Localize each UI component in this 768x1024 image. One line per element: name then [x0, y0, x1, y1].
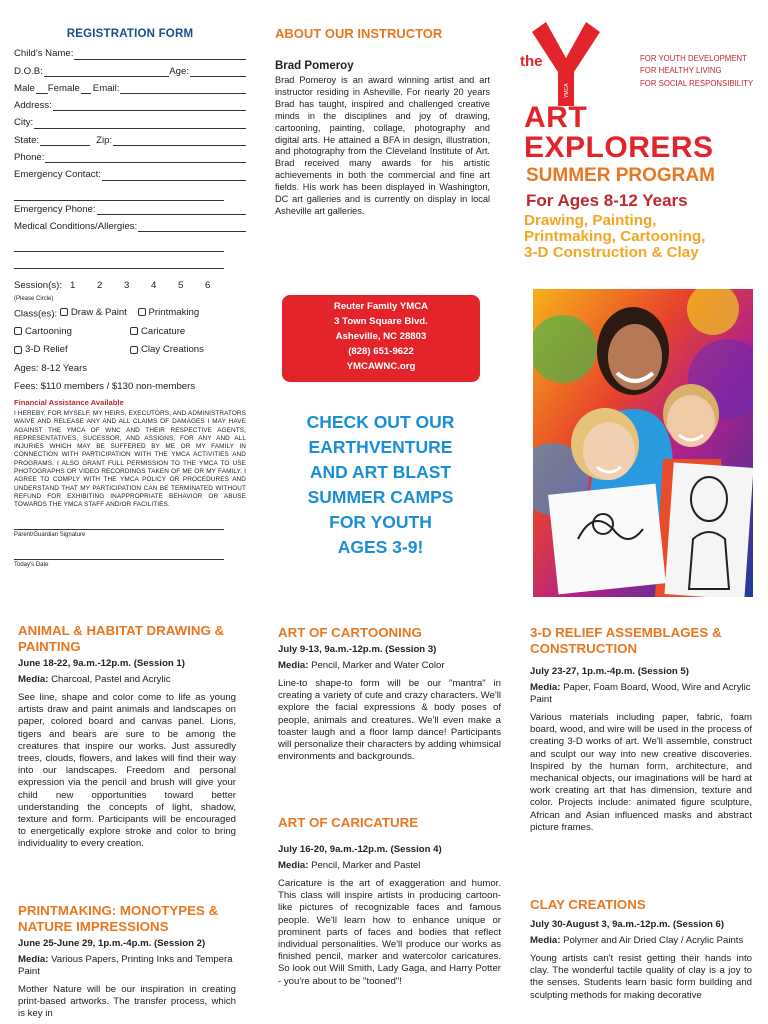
class-clay-checkbox[interactable]: Clay Creations — [130, 341, 204, 358]
logo-ymca-text: YMCA — [564, 83, 570, 98]
financial-assistance-text: Financial Assistance Available — [14, 397, 124, 407]
course-animal-habitat — [18, 623, 236, 851]
course-media: Media: Paper, Foam Board, Wood, Wire and Acrylic Paint — [530, 682, 751, 705]
location-phone: (828) 651-9622 — [348, 346, 414, 357]
session-5[interactable]: 5 — [178, 280, 184, 292]
signature-label: Parent/Guardian Signature — [14, 531, 86, 538]
taglines: FOR YOUTH DEVELOPMENT FOR HEALTHY LIVING FOR SOCIAL RESPONSIBILITY — [640, 54, 754, 88]
course-media: Media: Polymer and Air Dried Clay / Acrylic Paints — [530, 935, 744, 946]
class-printmaking-checkbox[interactable]: Printmaking — [138, 304, 200, 321]
childs-name-field[interactable]: Child's Name: — [14, 45, 246, 62]
promo-text: CHECK OUT OUR EARTHVENTURE AND ART BLAST SUMMER CAMPS FOR YOUTH AGES 3-9! — [306, 412, 455, 557]
instructor-bio: Brad Pomeroy is an award winning artist and art instructor residing in Asheville. For nearly 20 years Brad has taught, inspired and challenged creative minds in the disciplines and joy of drawing, cartooning, painting, collage, photography and digital arts. He attained a BFA in design, illustration, and photography from the Cleveland Institute of Art. Brad received many awards for his artistic achievements in both the commercial and fine art fields. His work has been displayed in Washington, DC art galleries and is currently on display in local Asheville art galleries. — [275, 75, 490, 216]
waiver-text: I HEREBY, FOR MYSELF, MY HEIRS, EXECUTORS, AND ADMINISTRATORS WAIVE AND RELEASE ANY AND ALL CLAIMS OF DAMAGES I MAY HAVE AGAINST THE YMCA OF WNC AND THEIR RESPECTIVE AGENTS, REPRESENTATIVES, SUCESSOR, AND ASSIGNS, FOR ANY AND ALL INJURIES WHICH MAY BE SUFFERED BY ME OR MY FAMILY IN CONNECTION WITH PARTICIPATION WITH THE YMCA ACTIVITIES AND PROGRAMS. I ALSO GRANT FULL PERMISSION TO THE YMCA TO USE PHOTOGRAPHS OR VIDEO RECORDINGS TAKEN OF ME OR MY FAMILY. I AGREE TO COMPLY WITH THE YMCA POLICY OR PROCEDURES AND UNDERSTAND THAT MY PARTICIPATION CAN BE TERMINATED WITHOUT REFUND FOR EXHIBITING INAPPROPRIATE BEHAVIOR OR ABUSE TOWARDS THE YMCA STAFF AND/OR FACILITIES. — [14, 409, 246, 509]
ymca-logo-icon — [516, 20, 608, 108]
about-instructor — [275, 26, 490, 218]
fees-text: Fees: $110 members / $130 non-members — [14, 380, 196, 392]
signature-line[interactable] — [14, 516, 224, 530]
course-title: PRINTMAKING: MONOTYPES & NATURE IMPRESSIONS — [18, 903, 219, 934]
session-6[interactable]: 6 — [205, 280, 211, 292]
course-description: Young artists can't resist getting their hands into clay. The wonderful tactile quality of clay is a joy to the senses. Students learn basic form building and sculpting methods for making decorative — [530, 953, 752, 1001]
course-clay — [530, 897, 752, 1002]
emergency-phone-field[interactable]: Emergency Phone: — [14, 201, 246, 218]
emergency-contact-field[interactable]: Emergency Contact: — [14, 166, 246, 183]
summer-program-title: SUMMER PROGRAM — [526, 165, 715, 186]
course-date: July 30-August 3, 9a.m.-12p.m. (Session 6) — [530, 919, 725, 930]
state-zip-field[interactable]: State: Zip: — [14, 132, 246, 149]
logo-the-text: the — [520, 53, 543, 70]
please-circle-note: (Please Circle) — [14, 295, 54, 302]
course-title: ANIMAL & HABITAT DRAWING & PAINTING — [18, 623, 225, 654]
course-media: Media: Pencil, Marker and Pastel — [278, 860, 421, 871]
course-title: ART OF CARTOONING — [278, 625, 422, 640]
location-city: Asheville, NC 28803 — [335, 331, 427, 342]
main-title: ART EXPLORERS — [524, 101, 714, 164]
city-field[interactable]: City: — [14, 114, 246, 131]
course-description: See line, shape and color come to life as young artists draw and paint animals and landscapes on paper, colored board and canvas panel. Lions, tigers and bears are sure to be among the creatures that inspire our works. Just assuredly trees, clouds, flowers, and lakes will find their way into our landscapes. Freedom and personal expression via the pencil and brush will give your child new opportunities toward better understanding the concepts of light, shadow, texture and form. Participants will be encouraged to energetically explore stroke and color to bring individuality to every creation. — [18, 692, 236, 850]
address-field[interactable]: Address: — [14, 97, 246, 114]
classes-row-3 — [14, 341, 246, 360]
session-3[interactable]: 3 — [124, 280, 130, 292]
location-box — [282, 295, 480, 382]
course-title: 3-D RELIEF ASSEMBLAGES & CONSTRUCTION — [530, 625, 722, 656]
course-date: June 18-22, 9a.m.-12p.m. (Session 1) — [18, 658, 185, 669]
course-media: Media: Charcoal, Pastel and Acrylic — [18, 674, 171, 685]
medical-field[interactable]: Medical Conditions/Allergies: — [14, 218, 246, 235]
course-description: Caricature is the art of exaggeration and humor. This class will inspire artists in producing cartoon-like pictures of recognizable faces and famous people. We'll learn how to enhance unique or prominent parts of faces and bodies that reflect individual personalities. We'll produce our works as finished pencil, marker and watercolor caricatures. So look out Will Smith, Lady Gaga, and Harry Potter - you're about to be "tooned"! — [278, 878, 501, 987]
registration-title: REGISTRATION FORM — [66, 28, 194, 40]
course-3d-relief — [530, 625, 752, 834]
topics-title: Drawing, Painting, Printmaking, Cartooning, 3-D Construction & Clay — [524, 212, 706, 261]
class-3d-relief-checkbox[interactable]: 3-D Relief — [14, 341, 68, 358]
session-1[interactable]: 1 — [70, 280, 76, 292]
class-draw-paint-checkbox[interactable]: Draw & Paint — [60, 304, 127, 321]
course-date: July 9-13, 9a.m.-12p.m. (Session 3) — [278, 644, 437, 655]
course-date: July 16-20, 9a.m.-12p.m. (Session 4) — [278, 844, 442, 855]
course-date: June 25-June 29, 1p.m.-4p.m. (Session 2) — [18, 938, 206, 949]
dob-field[interactable]: D.O.B: Age: — [14, 63, 246, 80]
course-description: Various materials including paper, fabric, foam board, wood, and wire will be used in the process of creating 3-D works of art. We'll assemble, construct and sculpt our way into new creative discoveries. Inspired by the human form, architecture, and mechanical objects, our imaginations will be hard at work creating art that has dimension, texture and color. Projects include: animated figure sculpture, African and Asian influenced masks and abstract picture frames. — [530, 712, 752, 833]
session-selector: Session(s): 1 2 3 4 5 6 — [14, 277, 246, 294]
date-line[interactable] — [14, 546, 224, 560]
course-media: Media: Various Papers, Printing Inks and Tempera Paint — [18, 954, 233, 977]
course-printmaking — [18, 903, 236, 1021]
classes-row-2 — [14, 323, 246, 342]
kids-photo — [533, 289, 753, 597]
course-title: CLAY CREATIONS — [530, 897, 646, 912]
course-title: ART OF CARICATURE — [278, 815, 419, 830]
class-caricature-checkbox[interactable]: Caricature — [130, 323, 185, 340]
course-description: Line-to shape-to form will be our "mantra" in creating a variety of cute and crazy characters. We'll explore the facial expressions & body poses of people, animals and creatures. We'll even make a toaster laugh and a floor lamp dance! Participants will personalize their characters by adding whimsical environments and backgrounds. — [278, 678, 501, 763]
date-label: Today's Date — [14, 561, 49, 568]
location-street: 3 Town Square Blvd. — [334, 316, 428, 327]
course-media: Media: Pencil, Marker and Water Color — [278, 660, 445, 671]
course-date: July 23-27, 1p.m.-4p.m. (Session 5) — [530, 666, 689, 677]
ages-text: Ages: 8-12 Years — [14, 363, 88, 375]
phone-field[interactable]: Phone: — [14, 149, 246, 166]
emergency-contact-line[interactable] — [14, 184, 224, 201]
medical-line-1[interactable] — [14, 235, 224, 252]
course-caricature — [278, 815, 501, 988]
location-web[interactable]: YMCAWNC.org — [346, 361, 416, 372]
course-cartooning — [278, 625, 501, 763]
course-description: Mother Nature will be our inspiration in creating print-based artworks. The transfer process, which is key in — [18, 984, 236, 1020]
location-name: Reuter Family YMCA — [333, 301, 429, 312]
session-2[interactable]: 2 — [97, 280, 103, 292]
ages-title: For Ages 8-12 Years — [526, 191, 688, 210]
medical-line-2[interactable] — [14, 252, 224, 269]
about-title: ABOUT OUR INSTRUCTOR — [275, 26, 443, 41]
instructor-name: Brad Pomeroy — [275, 60, 354, 72]
gender-email-field[interactable]: Male Female Email: — [14, 80, 246, 97]
classes-row-1: Class(es): Draw & Paint Printmaking — [14, 304, 246, 323]
class-cartooning-checkbox[interactable]: Cartooning — [14, 323, 72, 340]
registration-form — [14, 26, 246, 570]
session-4[interactable]: 4 — [151, 280, 157, 292]
